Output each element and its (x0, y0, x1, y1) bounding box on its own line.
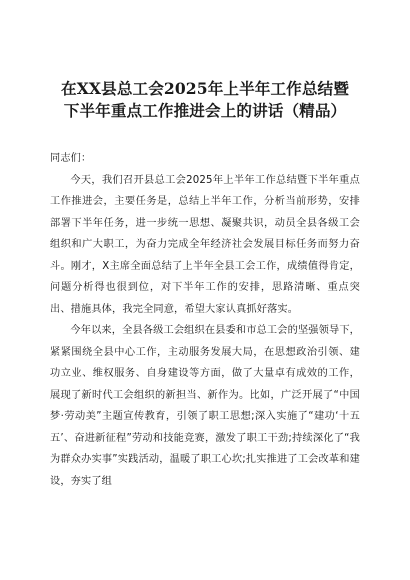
document-title (50, 78, 360, 122)
title-line-1: 在XX县总工会2025年上半年工作总结暨 (61, 79, 349, 98)
paragraph-1: 今天，我们召开县总工会2025年上半年工作总结暨下半年重点工作推进会，主要任务是，总结上半年工作，分析当前形势，安排部署下半年任务，进一步统一思想、凝聚共识，动员全县各级工会组织和广大职工，为奋力完成全年经济社会发展目标任务而努力奋斗。刚才，X主席全面总结了上半年全县工会工作，成绩值得肯定，问题分析得也很到位，对下半年工作的安排，思路清晰、重点突出、措施具体，我完全同意，希望大家认真抓好落实。 (50, 174, 360, 315)
paragraph-2: 今年以来，全县各级工会组织在县委和市总工会的坚强领导下，紧紧围绕全县中心工作，主动服务发展大局，在思想政治引领、建功立业、维权服务、自身建设等方面，做了大量卓有成效的工作，展现了新时代工会组织的新担当、新作为。比如，广泛开展了“中国梦·劳动美”主题宣传教育，引领了职工思想;深入实施了“建功‘十五五’、奋进新征程”劳动和技能竞赛，激发了职工干劲;持续深化了“我为群众办实事”实践活动，温暖了职工心坎;扎实推进了工会改革和建设，夯实了组 (50, 325, 360, 487)
title-line-2: 下半年重点工作推进会上的讲话（精品） (63, 101, 347, 120)
document-body (50, 148, 360, 492)
salutation: 同志们： (50, 153, 92, 164)
